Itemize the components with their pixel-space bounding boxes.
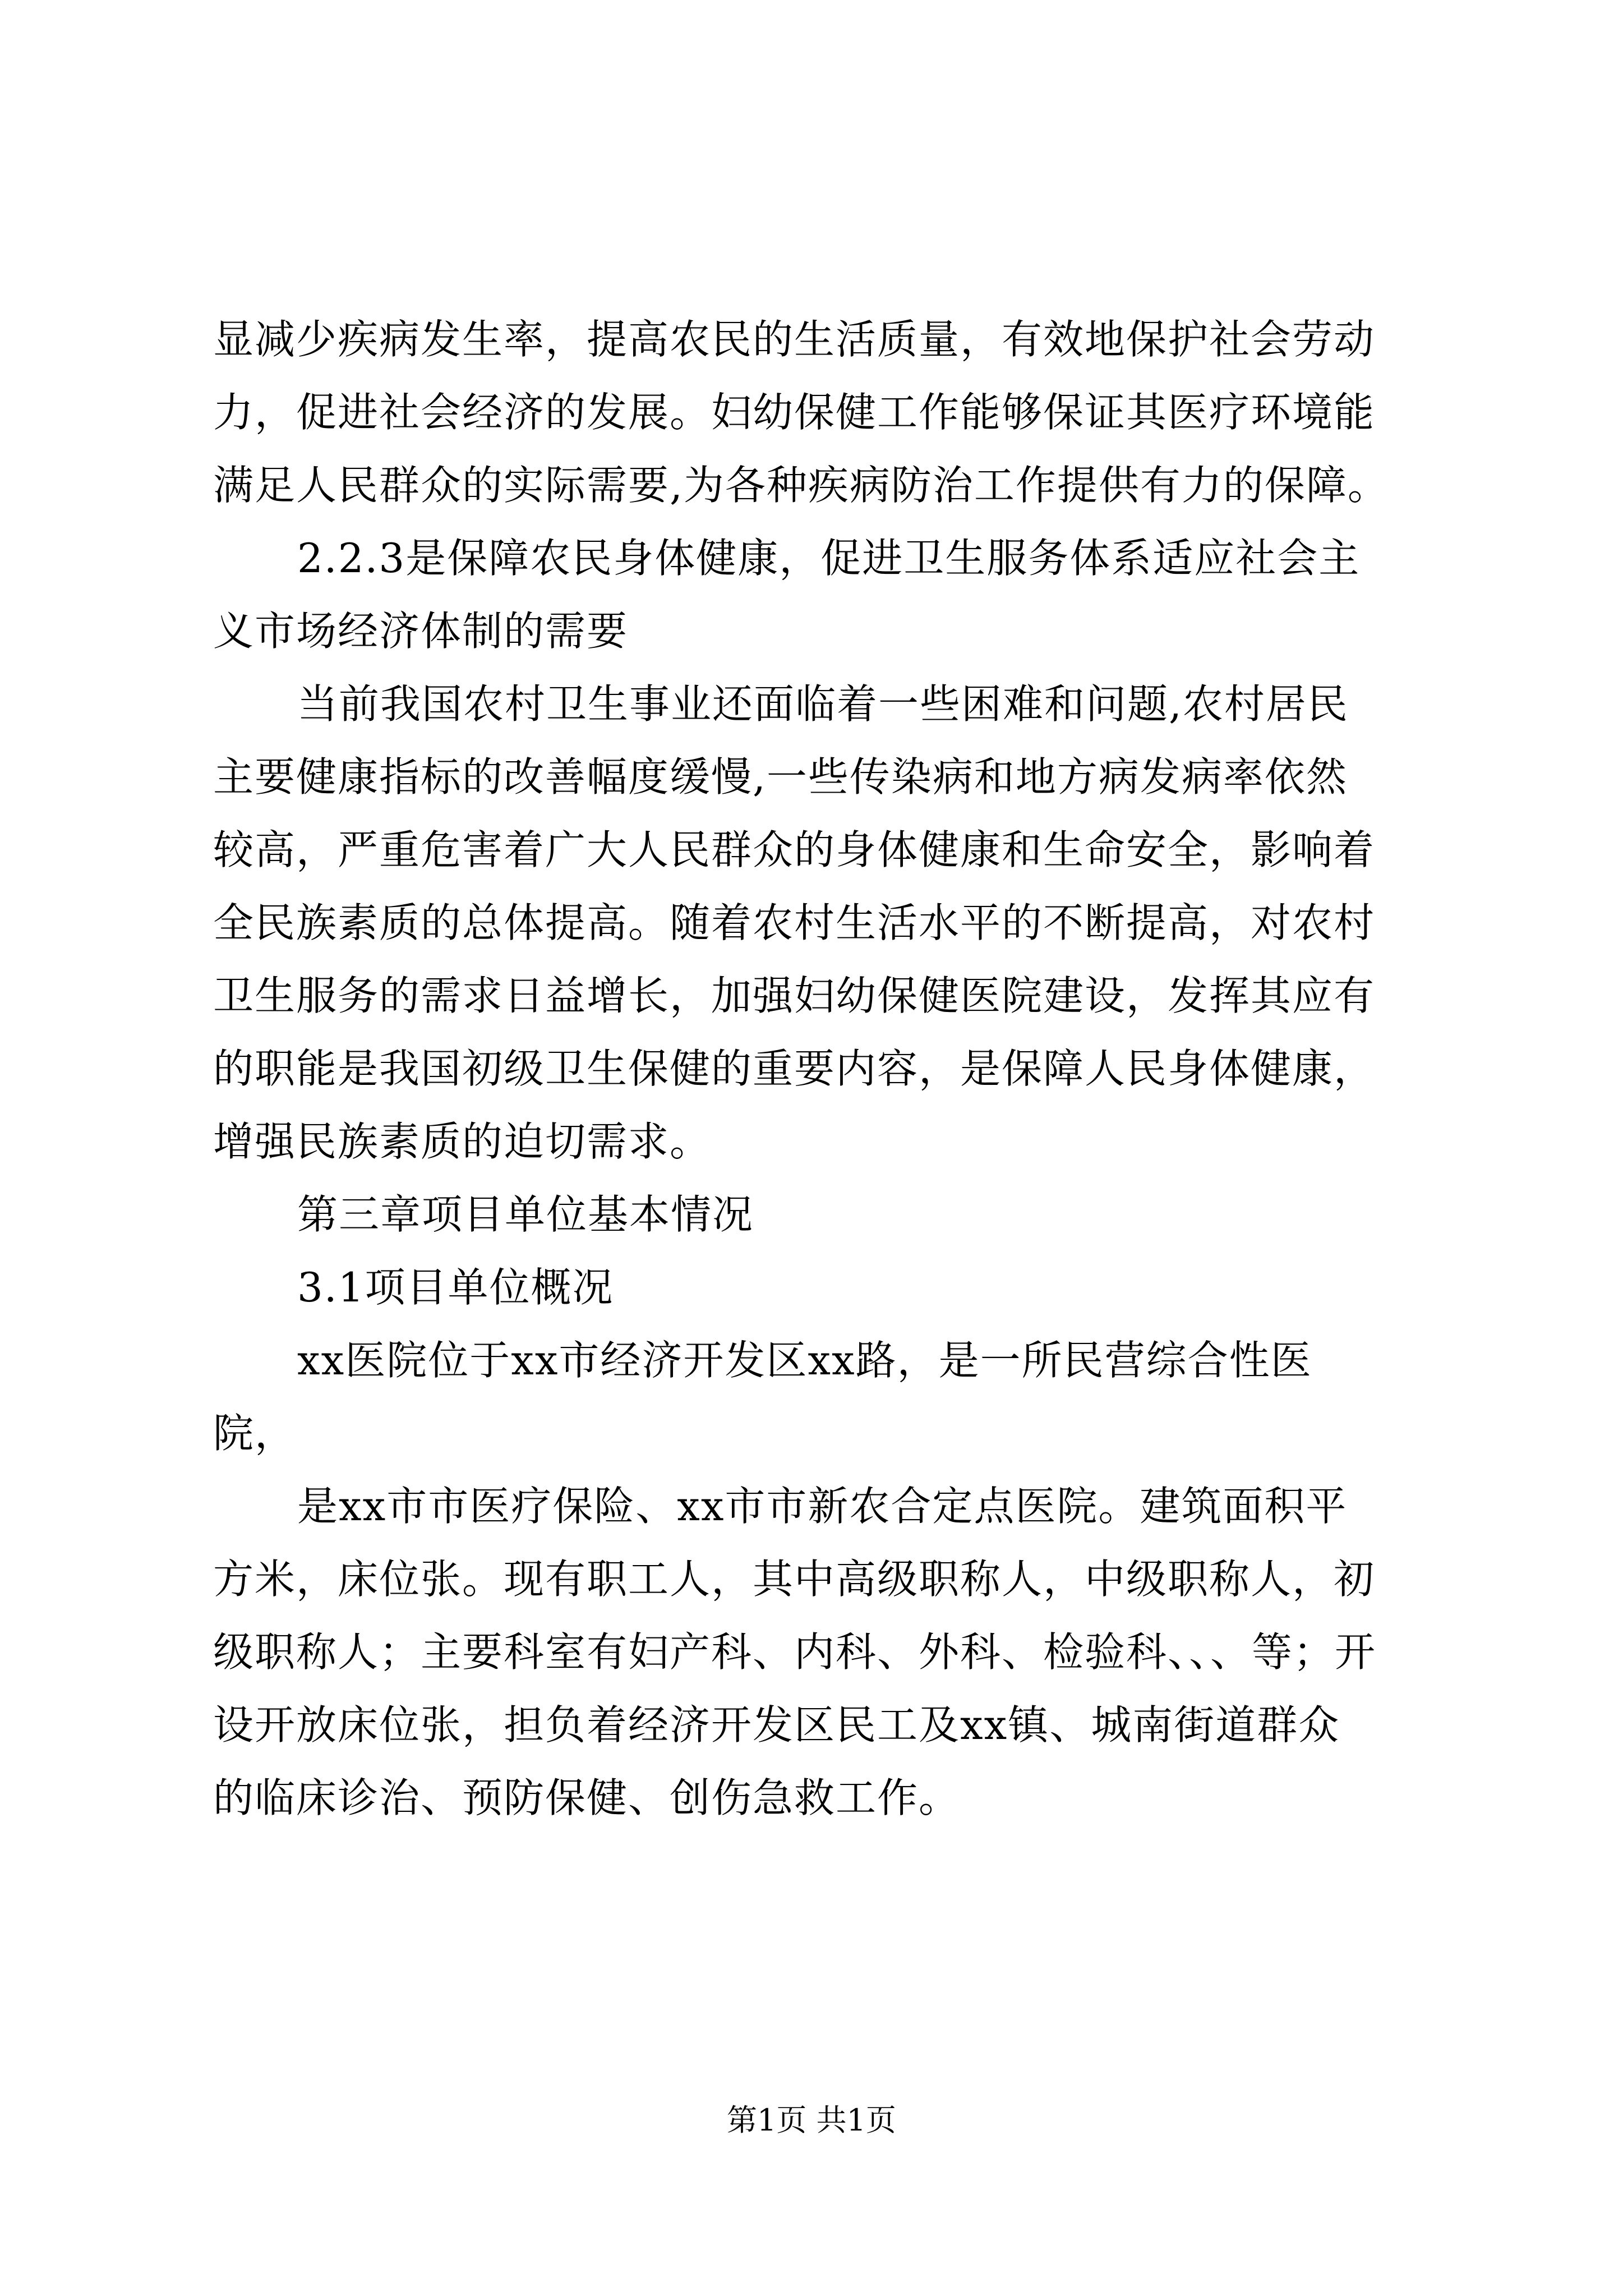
body-text-line: 显减少疾病发生率，提高农民的生活质量，有效地保护社会劳动 [213, 316, 1376, 363]
section-heading-line: 2.2.3是保障农民身体健康，促进卫生服务体系适应社会主 [297, 535, 1361, 582]
body-text-line: 主要健康指标的改善幅度缓慢,一些传染病和地方病发病率依然 [213, 753, 1348, 800]
page-footer: 第1页 共1页 [727, 2102, 896, 2138]
body-text-line: 的临床诊治、预防保健、创伤急救工作。 [213, 1774, 961, 1821]
body-text-line: 全民族素质的总体提高。随着农村生活水平的不断提高，对农村 [213, 899, 1376, 946]
body-text-line: xx医院位于xx市经济开发区xx路，是一所民营综合性医 [297, 1337, 1312, 1384]
body-text-line: 的职能是我国初级卫生保健的重要内容，是保障人民身体健康， [213, 1045, 1376, 1092]
body-text-line: 设开放床位张，担负着经济开发区民工及xx镇、城南街道群众 [213, 1701, 1340, 1749]
body-text-line: 较高，严重危害着广大人民群众的身体健康和生命安全，影响着 [213, 826, 1376, 873]
body-text-line: 满足人民群众的实际需要,为各种疾病防治工作提供有力的保障。 [213, 462, 1389, 509]
body-text-line: 是xx市市医疗保险、xx市市新农合定点医院。建筑面积平 [297, 1483, 1348, 1530]
body-text-line: 当前我国农村卫生事业还面临着一些困难和问题,农村居民 [297, 680, 1349, 728]
body-text-line: 级职称人；主要科室有妇产科、内科、外科、检验科、、、等；开 [213, 1628, 1377, 1676]
body-text-line: 增强民族素质的迫切需求。 [213, 1118, 712, 1165]
body-text-line: 力，促进社会经济的发展。妇幼保健工作能够保证其医疗环境能 [213, 389, 1376, 436]
body-text-line: 卫生服务的需求日益增长，加强妇幼保健医院建设，发挥其应有 [213, 972, 1376, 1019]
chapter-heading: 第三章项目单位基本情况 [297, 1191, 754, 1238]
section-heading: 3.1项目单位概况 [297, 1264, 614, 1311]
section-heading-line: 义市场经济体制的需要 [213, 608, 629, 655]
body-text-line: 院， [213, 1410, 297, 1457]
body-text-line: 方米，床位张。现有职工人，其中高级职称人，中级职称人，初 [213, 1556, 1376, 1603]
